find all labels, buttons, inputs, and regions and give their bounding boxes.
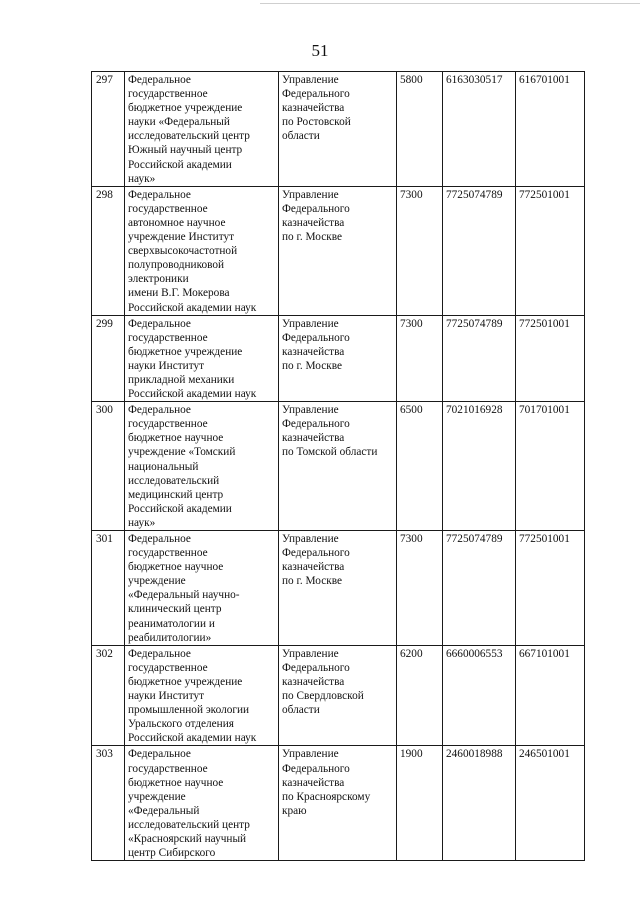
kpp-value: 772501001	[516, 186, 585, 315]
treasury-office: Управление Федерального казначейства по г. Москве	[279, 186, 397, 315]
page-number: 51	[311, 41, 329, 60]
inn-value: 6660006553	[443, 645, 516, 746]
treasury-office: Управление Федерального казначейства по г. Москве	[279, 531, 397, 646]
kpp-value: 772501001	[516, 315, 585, 402]
code-value: 7300	[397, 186, 443, 315]
row-number: 297	[92, 72, 125, 187]
institution-name: Федеральное государственное автономное научное учреждение Институт сверхвысокочастотной полупроводниковой электроники имени В.Г. Мокерова Российской академии наук	[125, 186, 279, 315]
table-row	[92, 186, 585, 315]
kpp-value: 701701001	[516, 402, 585, 531]
table-row	[92, 645, 585, 746]
row-number: 300	[92, 402, 125, 531]
kpp-value: 667101001	[516, 645, 585, 746]
kpp-value: 246501001	[516, 746, 585, 861]
table-body	[92, 72, 585, 861]
inn-value: 7021016928	[443, 402, 516, 531]
kpp-value: 616701001	[516, 72, 585, 187]
institutions-table	[91, 71, 585, 861]
table-row	[92, 531, 585, 646]
treasury-office: Управление Федерального казначейства по Ростовской области	[279, 72, 397, 187]
table-row	[92, 72, 585, 187]
inn-value: 7725074789	[443, 186, 516, 315]
institution-name: Федеральное государственное бюджетное научное учреждение «Томский национальный исследовательский медицинский центр Российской академии наук»	[125, 402, 279, 531]
treasury-office: Управление Федерального казначейства по Свердловской области	[279, 645, 397, 746]
row-number: 299	[92, 315, 125, 402]
kpp-value: 772501001	[516, 531, 585, 646]
treasury-office: Управление Федерального казначейства по Красноярскому краю	[279, 746, 397, 861]
row-number: 301	[92, 531, 125, 646]
table-row	[92, 402, 585, 531]
code-value: 7300	[397, 531, 443, 646]
code-value: 6200	[397, 645, 443, 746]
treasury-office: Управление Федерального казначейства по г. Москве	[279, 315, 397, 402]
institution-name: Федеральное государственное бюджетное учреждение науки Институт промышленной экологии Уральского отделения Российской академии наук	[125, 645, 279, 746]
code-value: 5800	[397, 72, 443, 187]
institution-name: Федеральное государственное бюджетное учреждение науки Институт прикладной механики Российской академии наук	[125, 315, 279, 402]
row-number: 303	[92, 746, 125, 861]
inn-value: 7725074789	[443, 315, 516, 402]
inn-value: 7725074789	[443, 531, 516, 646]
treasury-office: Управление Федерального казначейства по Томской области	[279, 402, 397, 531]
institution-name: Федеральное государственное бюджетное научное учреждение «Федеральный научно- клинический центр реаниматологии и реабилитологии»	[125, 531, 279, 646]
table-row	[92, 746, 585, 861]
table-row	[92, 315, 585, 402]
row-number: 298	[92, 186, 125, 315]
code-value: 7300	[397, 315, 443, 402]
code-value: 6500	[397, 402, 443, 531]
institution-name: Федеральное государственное бюджетное научное учреждение «Федеральный исследовательский центр «Красноярский научный центр Сибирского	[125, 746, 279, 861]
inn-value: 2460018988	[443, 746, 516, 861]
scan-top-edge-line	[260, 3, 640, 4]
inn-value: 6163030517	[443, 72, 516, 187]
code-value: 1900	[397, 746, 443, 861]
row-number: 302	[92, 645, 125, 746]
institution-name: Федеральное государственное бюджетное учреждение науки «Федеральный исследовательский центр Южный научный центр Российской академии наук»	[125, 72, 279, 187]
